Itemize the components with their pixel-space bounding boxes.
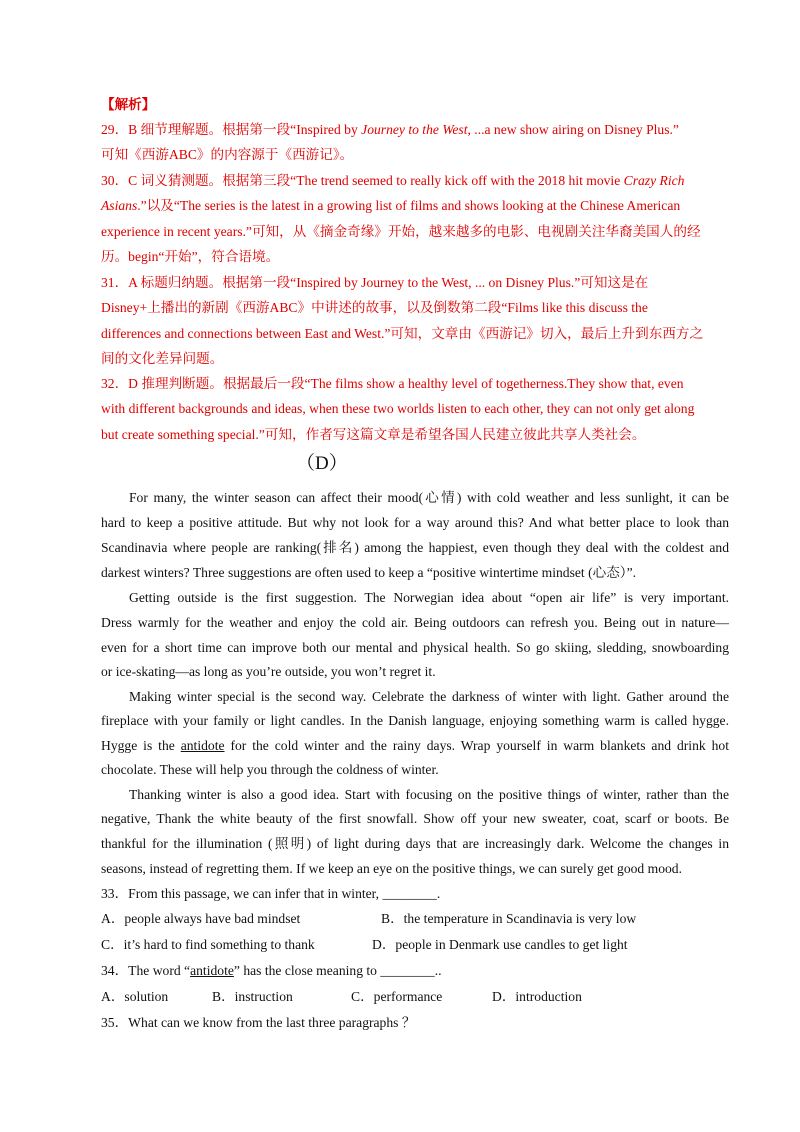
antidote-word: antidote xyxy=(190,963,234,978)
question-35: 35．What can we know from the last three paragraphs ？ xyxy=(101,1015,416,1030)
passage-line: Scandinavia where people are ranking(排名) among the happiest, even though they deal with the coldest and xyxy=(101,540,729,555)
analysis-line: with different backgrounds and ideas, when these two worlds listen to each other, they can not only get along xyxy=(101,401,695,416)
analysis-line: 间的文化差异问题。 xyxy=(101,351,224,366)
q34-option-a: A．solution xyxy=(101,989,169,1004)
passage-title: （D） xyxy=(296,453,348,474)
analysis-header: 【解析】 xyxy=(101,97,156,112)
question-33: 33．From this passage, we can infer that in winter, ________. xyxy=(101,886,441,901)
passage-line: darkest winters? Three suggestions are often used to keep a “positive wintertime mindset (心态）”. xyxy=(101,565,637,580)
analysis-line: 31．A 标题归纳题。根据第一段“Inspired by Journey to the West, ... on Disney Plus.”可知这是在 xyxy=(101,275,649,290)
passage-line: hard to keep a positive attitude. But why not look for a way around this? And what better place to look than xyxy=(101,515,729,530)
passage-line: fireplace with your family or light candles. In the Danish language, enjoying something warm is called hygge. xyxy=(101,713,729,728)
passage-line: thankful for the illumination (照明) of light during days that are increasingly dark. Welcome the changes in xyxy=(101,836,729,851)
q33-option-a: A．people always have bad mindset xyxy=(101,911,301,926)
passage-line: negative, Thank the white beauty of the first snowfall. Show off your new sweater, coat, scarf or boots. Be xyxy=(101,811,729,826)
antidote-underlined: antidote xyxy=(180,738,225,753)
analysis-line: 32．D 推理判断题。根据最后一段“The films show a healthy level of togetherness.They show that, even xyxy=(101,376,684,391)
passage-line: chocolate. These will help you through the coldness of winter. xyxy=(101,762,439,777)
passage-line: Making winter special is the second way. Celebrate the darkness of winter with light. Gather around the xyxy=(129,689,729,704)
analysis-line: 可知《西游ABC》的内容源于《西游记》。 xyxy=(101,147,354,162)
q34-option-b: B．instruction xyxy=(212,989,293,1004)
analysis-line: Disney+上播出的新剧《西游ABC》中讲述的故事，以及倒数第二段“Films like this discuss the xyxy=(101,300,648,315)
passage-line: Thanking winter is also a good idea. Start with focusing on the positive things of winter, rather than the xyxy=(129,787,729,802)
passage-line: seasons, instead of regretting them. If we keep an eye on the positive things, we can surely get good mood. xyxy=(101,861,682,876)
analysis-line: experience in recent years.”可知，从《摘金奇缘》开始，越来越多的电影、电视剧关注华裔美国人的经 xyxy=(101,224,701,239)
analysis-line: 历。begin“开始”，符合语境。 xyxy=(101,249,280,264)
passage-line: or ice-skating—as long as you’re outside, you won’t regret it. xyxy=(101,664,436,679)
passage-line: Hygge is the antidote for the cold winter and the rainy days. Wrap yourself in warm blankets and drink hot xyxy=(101,738,729,753)
q34-option-d: D．introduction xyxy=(492,989,582,1004)
q33-option-d: D．people in Denmark use candles to get light xyxy=(372,937,628,952)
analysis-line: but create something special.”可知，作者写这篇文章是希望各国人民建立彼此共享人类社会。 xyxy=(101,427,646,442)
passage-line: Getting outside is the first suggestion. The Norwegian idea about “open air life” is very important. xyxy=(129,590,729,605)
passage-line: even for a short time can improve both our mental and physical health. So go skiing, sledding, snowboarding xyxy=(101,640,729,655)
q33-option-b: B．the temperature in Scandinavia is very low xyxy=(381,911,637,926)
passage-line: For many, the winter season can affect their mood(心情) with cold weather and less sunlight, it can be xyxy=(129,490,729,505)
analysis-line: differences and connections between East and West.”可知，文章由《西游记》切入，最后上升到东西方之 xyxy=(101,326,704,341)
q34-option-c: C．performance xyxy=(351,989,443,1004)
analysis-line: Asians.”以及“The series is the latest in a growing list of films and shows looking at the Chinese American xyxy=(101,198,681,213)
analysis-line: 30．C 词义猜测题。根据第三段“The trend seemed to really kick off with the 2018 hit movie Crazy Rich xyxy=(101,173,685,188)
question-34: 34．The word “antidote” has the close meaning to ________.. xyxy=(101,963,442,978)
passage-line: Dress warmly for the weather and enjoy the cold air. Being outdoors can refresh you. Being out in nature— xyxy=(101,615,729,630)
analysis-line: 29．B 细节理解题。根据第一段“Inspired by Journey to the West, ...a new show airing on Disney Plus.” xyxy=(101,122,679,137)
q33-option-c: C．it’s hard to find something to thank xyxy=(101,937,315,952)
